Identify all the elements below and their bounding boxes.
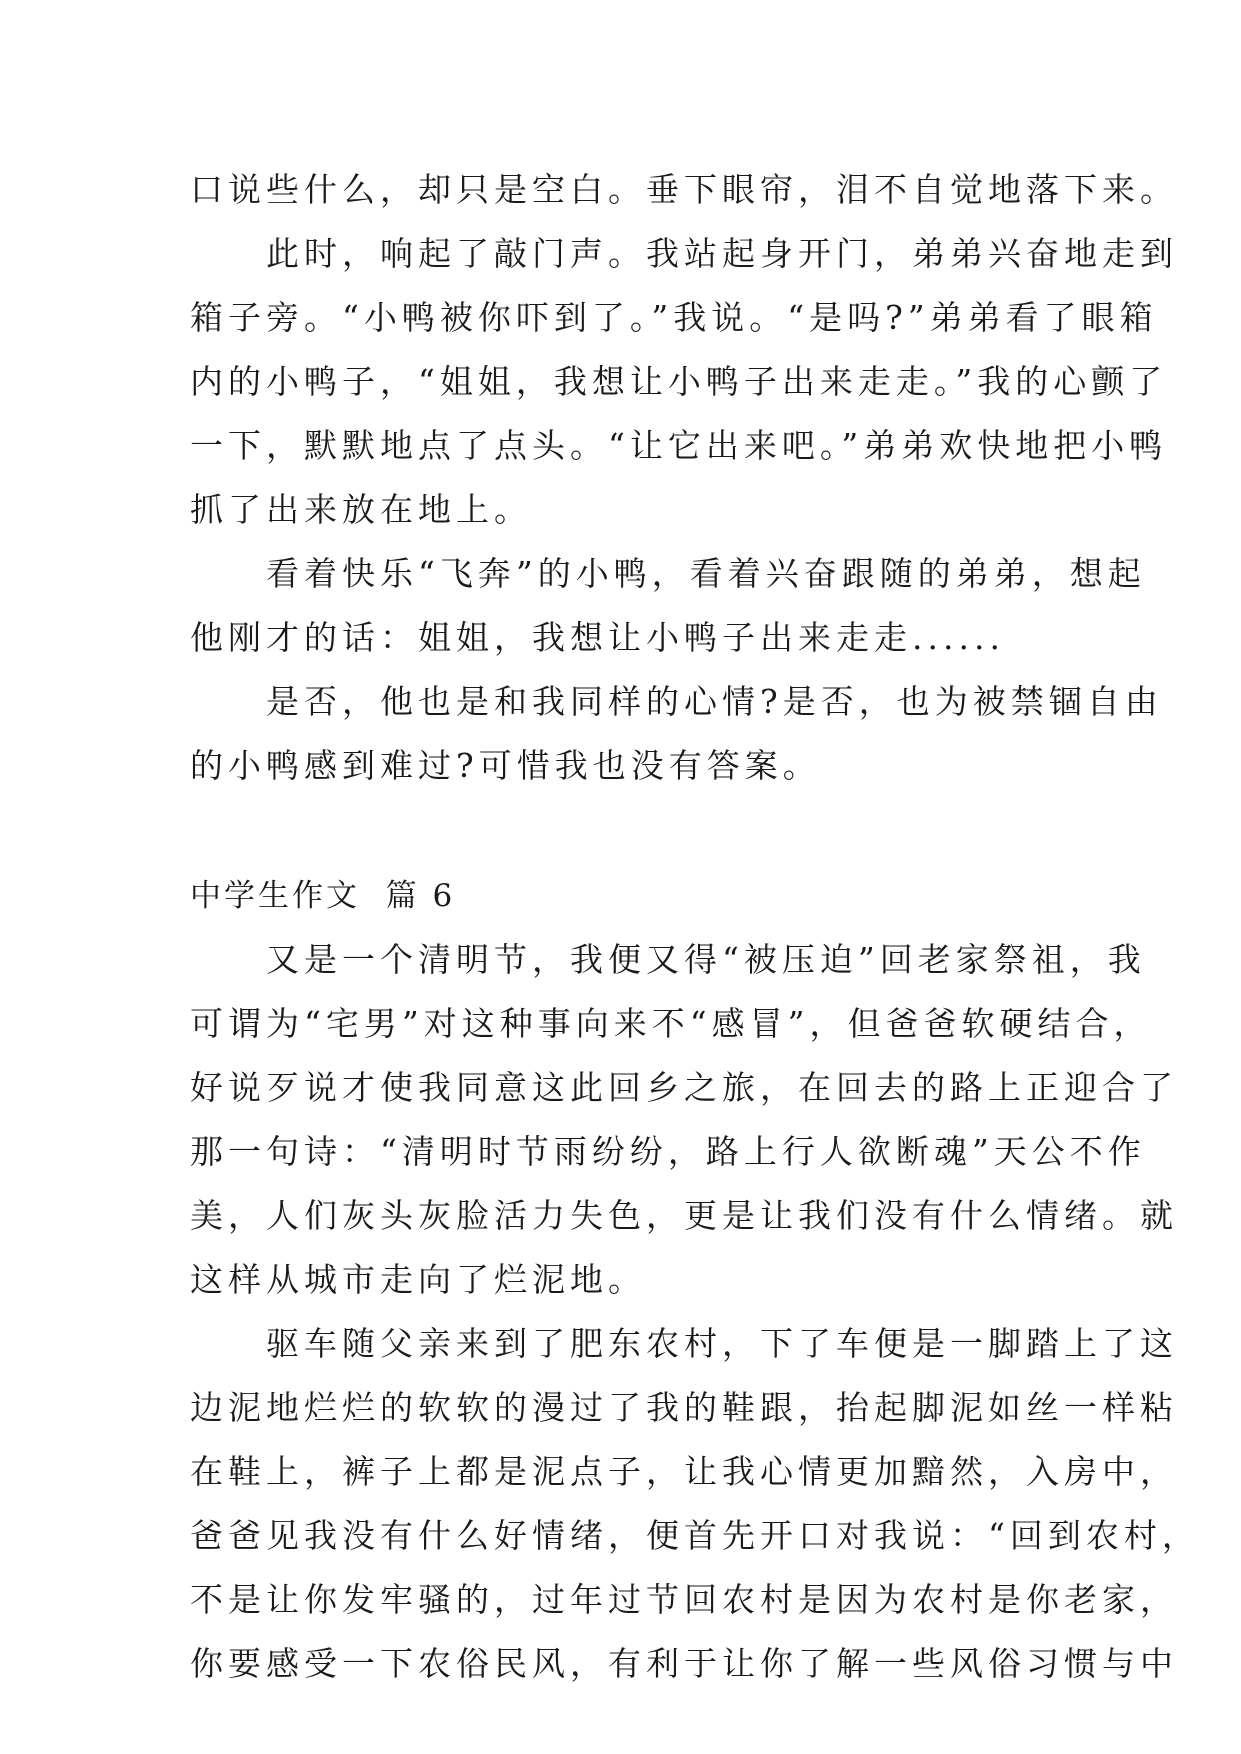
text-line: 箱子旁。“小鸭被你吓到了。”我说。“是吗?”弟弟看了眼箱 [190,298,1158,337]
text-line: 抓了出来放在地上。 [190,490,532,529]
text-line: 一下，默默地点了点头。“让它出来吧。”弟弟欢快地把小鸭 [190,426,1168,465]
text-line: 内的小鸭子，“姐姐，我想让小鸭子出来走走。”我的心颤了 [190,362,1168,401]
text-line: 不是让你发牢骚的，过年过节回农村是因为农村是你老家， [190,1580,1178,1619]
text-line: 看着快乐“飞奔”的小鸭，看着兴奋跟随的弟弟，想起 [190,554,1146,593]
text-line: 这样从城市走向了烂泥地。 [190,1260,646,1299]
text-line: 可谓为“宅男”对这种事向来不“感冒”，但爸爸软硬结合， [190,1004,1152,1043]
text-line: 好说歹说才使我同意这此回乡之旅，在回去的路上正迎合了 [190,1068,1178,1107]
text-line: 爸爸见我没有什么好情绪，便首先开口对我说：“回到农村， [190,1516,1200,1555]
text-line: 口说些什么，却只是空白。垂下眼帘，泪不自觉地落下来。 [190,170,1178,209]
text-line: 是否，他也是和我同样的心情?是否，也为被禁锢自由 [190,682,1163,721]
section-heading: 中学生作文 篇 6 [190,878,456,914]
text-line: 他刚才的话：姐姐，我想让小鸭子出来走走...... [190,618,1005,657]
text-line: 你要感受一下农俗民风，有利于让你了解一些风俗习惯与中 [190,1644,1178,1683]
text-line: 的小鸭感到难过?可惜我也没有答案。 [190,746,821,785]
text-line: 边泥地烂烂的软软的漫过了我的鞋跟，抬起脚泥如丝一样粘 [190,1388,1178,1427]
text-line: 又是一个清明节，我便又得“被压迫”回老家祭祖，我 [190,940,1146,979]
text-line: 那一句诗：“清明时节雨纷纷，路上行人欲断魂”天公不作 [190,1132,1146,1171]
text-line: 驱车随父亲来到了肥东农村，下了车便是一脚踏上了这 [190,1324,1178,1363]
essay-text [190,158,1200,1696]
text-line: 美，人们灰头灰脸活力失色，更是让我们没有什么情绪。就 [190,1196,1178,1235]
text-line: 在鞋上，裤子上都是泥点子，让我心情更加黯然，入房中， [190,1452,1178,1491]
section-spacer [190,798,1070,864]
text-line: 此时，响起了敲门声。我站起身开门，弟弟兴奋地走到 [190,234,1178,273]
